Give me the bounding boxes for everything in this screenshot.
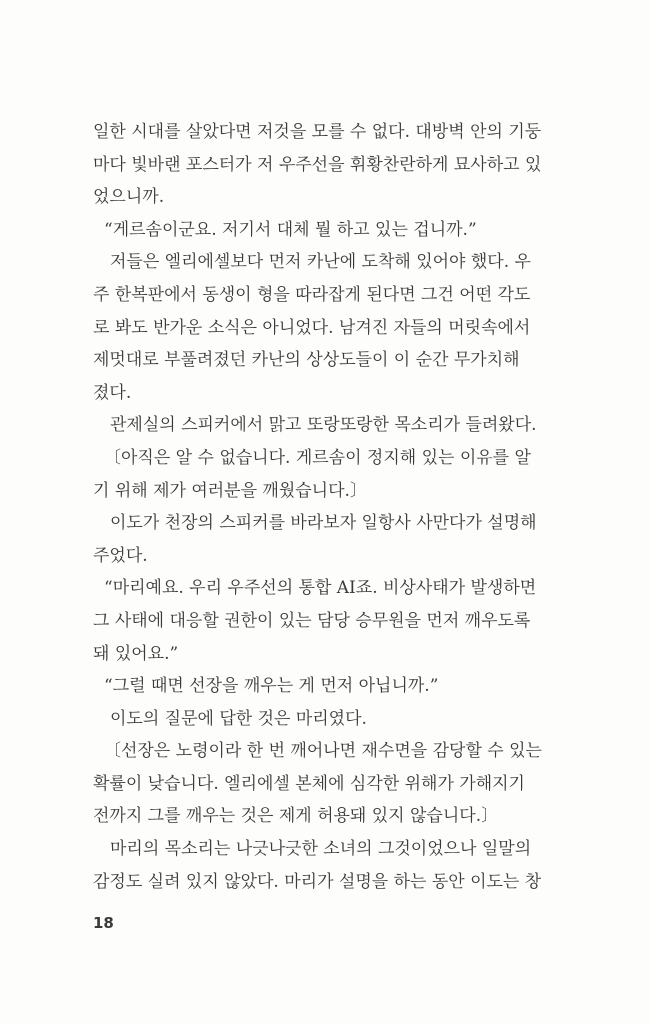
text-line: 돼 있어요.”: [93, 643, 179, 664]
text-line: 감정도 실려 있지 않았다. 마리가 설명을 하는 동안 이도는 창: [93, 871, 542, 892]
text-line: “마리예요. 우리 우주선의 통합 AI죠. 비상사태가 발생하면: [104, 578, 537, 599]
text-line: 기 위해 제가 여러분을 깨웠습니다.〕: [93, 480, 367, 501]
text-line: 전까지 그를 깨우는 것은 제게 허용돼 있지 않습니다.〕: [93, 806, 499, 827]
text-line: 확률이 낮습니다. 엘리에셀 본체에 심각한 위해가 가해지기: [93, 773, 525, 794]
text-line: 이도가 천장의 스피커를 바라보자 일항사 사만다가 설명해: [110, 513, 537, 534]
text-line: “그럴 때면 선장을 깨우는 게 먼저 아닙니까.”: [104, 676, 439, 697]
text-line: 주었다.: [93, 545, 148, 566]
text-line: 〔아직은 알 수 없습니다. 게르솜이 정지해 있는 이유를 알: [104, 447, 531, 468]
text-line: 이도의 질문에 답한 것은 마리였다.: [110, 708, 367, 729]
page-body: [93, 116, 542, 898]
text-line: 관제실의 스피커에서 맑고 또랑또랑한 목소리가 들려왔다.: [110, 415, 537, 436]
page-number: 18: [93, 914, 114, 932]
text-line: 졌다.: [93, 382, 132, 403]
text-line: 었으니까.: [93, 187, 165, 208]
text-line: 일한 시대를 살았다면 저것을 모를 수 없다. 대방벽 안의 기둥: [93, 122, 542, 142]
text-line: 〔선장은 노령이라 한 번 깨어나면 재수면을 감당할 수 있는: [104, 741, 542, 762]
text-line: 마다 빛바랜 포스터가 저 우주선을 휘황찬란하게 묘사하고 있: [93, 154, 542, 175]
text-line: 저들은 엘리에셀보다 먼저 카난에 도착해 있어야 했다. 우: [110, 252, 531, 273]
text-line: 그 사태에 대응할 권한이 있는 담당 승무원을 먼저 깨우도록: [93, 610, 531, 631]
text-line: 로 봐도 반가운 소식은 아니었다. 남겨진 자들의 머릿속에서: [93, 317, 531, 338]
text-line: 마리의 목소리는 나긋나긋한 소녀의 그것이었으나 일말의: [110, 839, 532, 860]
text-line: “게르솜이군요. 저기서 대체 뭘 하고 있는 겁니까.”: [104, 219, 477, 240]
text-line: 주 한복판에서 동생이 형을 따라잡게 된다면 그건 어떤 각도: [93, 284, 531, 305]
text-line: 제멋대로 부풀려졌던 카난의 상상도들이 이 순간 무가치해: [93, 350, 520, 371]
